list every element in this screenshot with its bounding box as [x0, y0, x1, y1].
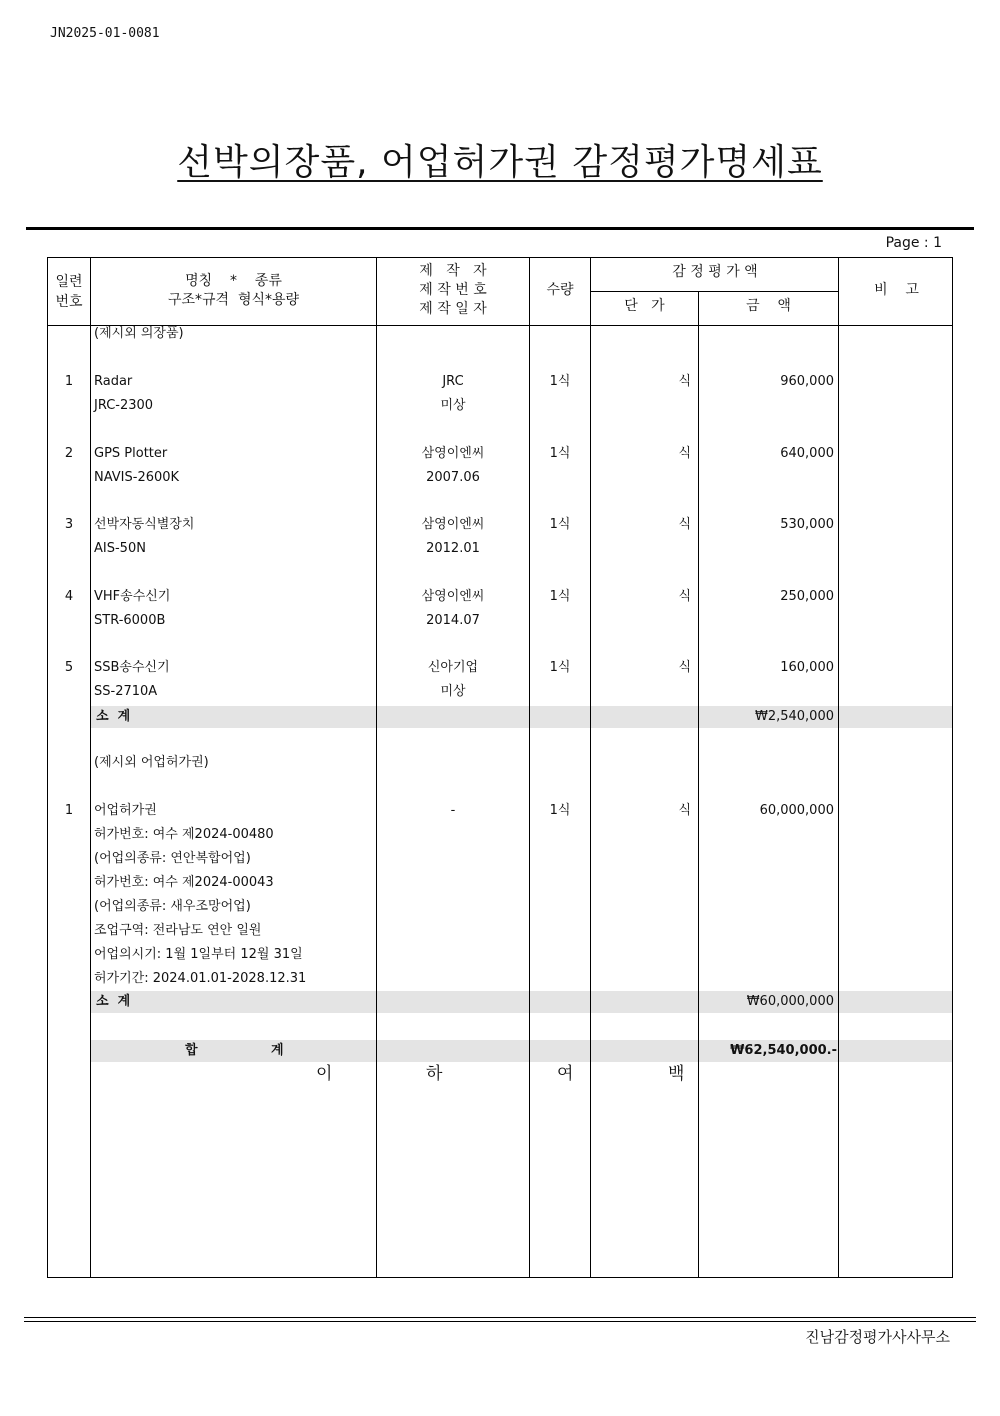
item-model: JRC-2300 — [94, 398, 154, 413]
page-number: Page : 1 — [885, 235, 942, 251]
item-name: 선박자동식별장치 — [94, 517, 195, 532]
bottom-rule — [24, 1317, 976, 1318]
header-name-line1: 명칭 * 종류 — [185, 273, 282, 289]
col-divider — [90, 258, 91, 1277]
subtotal-amount: ₩60,000,000 — [746, 994, 834, 1009]
item-quantity: 1식 — [549, 446, 571, 461]
license-line: 어업허가권 — [94, 803, 157, 818]
item-maker: 삼영이엔씨 — [421, 517, 485, 532]
item-number: 4 — [64, 589, 74, 604]
item-amount: 530,000 — [780, 517, 834, 532]
closing-char: 이 — [316, 1064, 333, 1084]
total-label-right: 계 — [271, 1043, 284, 1058]
col-divider — [698, 291, 699, 1277]
header-maker — [377, 262, 529, 319]
total-amount: ₩62,540,000.- — [730, 1043, 837, 1058]
item-maker: 신아기업 — [427, 660, 479, 675]
item-maker: 삼영이엔씨 — [421, 446, 485, 461]
item-date: 미상 — [440, 684, 466, 699]
license-maker: - — [450, 803, 456, 818]
item-date: 2014.07 — [426, 613, 480, 628]
item-maker: JRC — [442, 374, 464, 389]
title-text: 선박의장품, 어업허가권 감정평가명세표 — [177, 142, 823, 183]
item-date: 2012.01 — [426, 541, 480, 556]
document-title — [0, 134, 1000, 185]
license-quantity: 1식 — [549, 803, 571, 818]
license-line: (어업의종류: 연안복합어업) — [94, 851, 251, 866]
header-amount: 금 액 — [746, 298, 791, 314]
top-rule — [26, 227, 974, 230]
col-divider — [590, 258, 591, 1277]
header-maker-line1: 제 작 자 — [419, 263, 487, 279]
item-unit-price: 식 — [678, 660, 691, 675]
license-line: 허가번호: 여수 제2024-00480 — [94, 827, 274, 842]
item-quantity: 1식 — [549, 374, 571, 389]
license-line: (어업의종류: 새우조망어업) — [94, 899, 251, 914]
header-serial-line1: 일련 — [55, 274, 83, 290]
item-number: 5 — [64, 660, 74, 675]
item-number: 1 — [64, 803, 74, 818]
license-unit-price: 식 — [678, 803, 691, 818]
header-maker-line2: 제 작 번 호 — [419, 282, 487, 298]
item-number: 2 — [64, 446, 74, 461]
item-quantity: 1식 — [549, 589, 571, 604]
item-date: 2007.06 — [426, 470, 480, 485]
total-label-left: 합 — [185, 1043, 198, 1058]
item-model: NAVIS-2600K — [94, 470, 180, 485]
item-number: 3 — [64, 517, 74, 532]
item-number: 1 — [64, 374, 74, 389]
header-unit-price: 단 가 — [624, 298, 665, 314]
header-name-line2: 구조*규격 형식*용량 — [167, 292, 300, 308]
closing-char: 하 — [426, 1064, 443, 1084]
header-appraisal: 감 정 평 가 액 — [672, 264, 758, 280]
item-amount: 160,000 — [780, 660, 834, 675]
header-remarks: 비 고 — [874, 282, 919, 298]
item-unit-price: 식 — [678, 589, 691, 604]
appraisal-table — [47, 257, 953, 1278]
subtotal-amount: ₩2,540,000 — [754, 709, 834, 724]
item-amount: 640,000 — [780, 446, 834, 461]
license-line: 어업의시기: 1월 1일부터 12월 31일 — [94, 947, 303, 962]
appraisal-sub-divider — [591, 291, 839, 292]
item-date: 미상 — [440, 398, 466, 413]
item-quantity: 1식 — [549, 660, 571, 675]
license-amount: 60,000,000 — [759, 803, 834, 818]
item-unit-price: 식 — [678, 374, 691, 389]
subtotal-label: 소 계 — [96, 994, 131, 1009]
bottom-rule — [24, 1321, 976, 1322]
subtotal-label: 소 계 — [96, 709, 131, 724]
item-amount: 250,000 — [780, 589, 834, 604]
item-model: SS-2710A — [94, 684, 158, 699]
item-name: Radar — [94, 374, 133, 389]
header-maker-line3: 제 작 일 자 — [419, 301, 487, 317]
col-divider — [529, 258, 530, 1277]
header-serial — [48, 272, 90, 312]
document-id: JN2025-01-0081 — [50, 26, 160, 41]
office-name: 진남감정평가사사무소 — [805, 1328, 950, 1346]
item-maker: 삼영이엔씨 — [421, 589, 485, 604]
header-name — [91, 272, 376, 310]
item-amount: 960,000 — [780, 374, 834, 389]
closing-char: 여 — [557, 1064, 574, 1084]
item-name: SSB송수신기 — [94, 660, 170, 675]
item-model: AIS-50N — [94, 541, 146, 556]
item-quantity: 1식 — [549, 517, 571, 532]
item-unit-price: 식 — [678, 446, 691, 461]
section-title-equipment: (제시외 의장품) — [94, 326, 184, 341]
item-model: STR-6000B — [94, 613, 166, 628]
license-line: 허가기간: 2024.01.01-2028.12.31 — [94, 971, 307, 986]
closing-char: 백 — [668, 1064, 685, 1084]
item-unit-price: 식 — [678, 517, 691, 532]
col-divider — [838, 258, 839, 1277]
item-name: VHF송수신기 — [94, 589, 171, 604]
section-title-license: (제시외 어업허가권) — [94, 755, 209, 770]
license-line: 조업구역: 전라남도 연안 일원 — [94, 923, 262, 938]
header-serial-line2: 번호 — [55, 294, 83, 310]
header-quantity: 수량 — [546, 282, 574, 298]
license-line: 허가번호: 여수 제2024-00043 — [94, 875, 274, 890]
item-name: GPS Plotter — [94, 446, 168, 461]
